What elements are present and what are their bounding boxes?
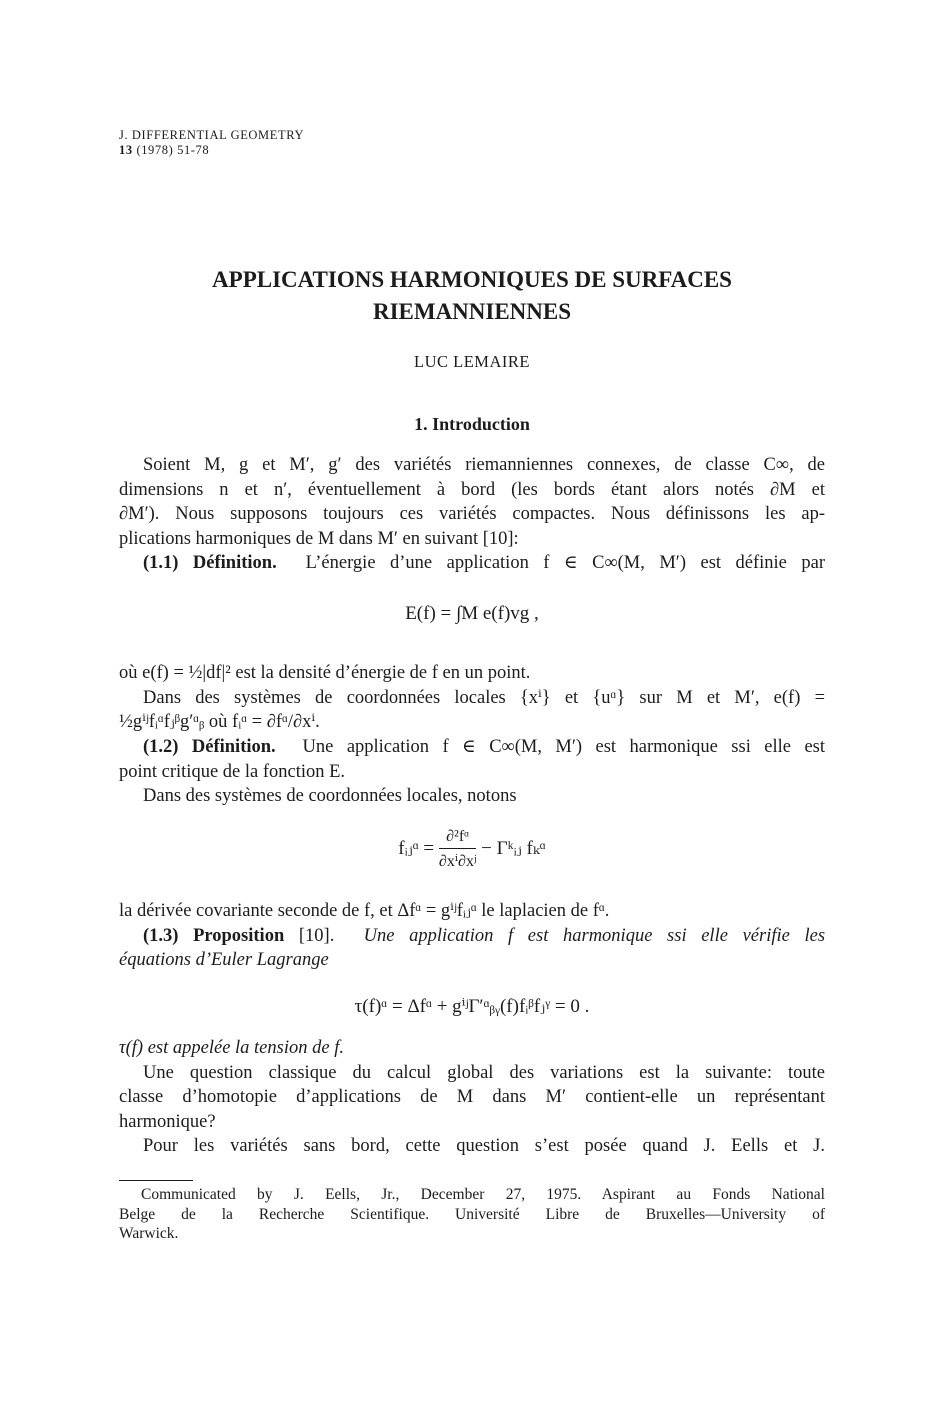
- author: LUC LEMAIRE: [414, 352, 530, 371]
- journal-pages: (1978) 51-78: [136, 143, 210, 157]
- text-line: point critique de la fonction E.: [119, 761, 346, 782]
- definition-text: Une application f ∈ C∞(M, M′) est harmonique ssi elle est: [302, 737, 825, 757]
- fraction-denominator: ∂xⁱ∂xʲ: [438, 853, 477, 870]
- text-line: classe d’homotopie d’applications de M dans M′ contient-elle un représentant: [119, 1087, 825, 1107]
- text-line: Soient M, g et M′, g′ des variétés riemanniennes connexes, de classe C∞, de: [143, 455, 825, 475]
- definition-text: L’énergie d’une application f ∈ C∞(M, M′) est définie par: [305, 553, 825, 573]
- text-line: plications harmoniques de M dans M′ en suivant [10]:: [119, 528, 519, 549]
- footnote: [119, 1185, 825, 1244]
- text-line: harmonique?: [119, 1111, 216, 1132]
- proposition-label: (1.3) Proposition: [143, 925, 285, 946]
- definition-1-2: [119, 735, 825, 809]
- proposition-text-continued: équations d’Euler Lagrange: [119, 950, 329, 970]
- text-line: ∂M′). Nous supposons toujours ces variétés compactes. Nous définissons les ap-: [119, 504, 825, 524]
- fraction: [439, 828, 477, 871]
- footnote-line: Belge de la Recherche Scientifique. Université Libre de Bruxelles—University of: [119, 1205, 825, 1223]
- paragraph-intro: [119, 453, 825, 551]
- paragraph-density: [119, 661, 825, 735]
- paragraph-question: [119, 1036, 825, 1159]
- paper-title-line-2: RIEMANNIENNES: [372, 299, 572, 324]
- paper-title-line-1: APPLICATIONS HARMONIQUES DE SURFACES: [212, 267, 732, 292]
- section-heading: 1. Introduction: [414, 414, 530, 434]
- text-line: la dérivée covariante seconde de f, et Δfᵅ = gⁱʲfᵢⱼᵅ le laplacien de fᵅ.: [119, 901, 610, 921]
- journal-name: J. DIFFERENTIAL GEOMETRY: [119, 128, 305, 142]
- equation-lhs: fᵢⱼᵅ =: [398, 837, 435, 859]
- journal-volume-line: [119, 143, 304, 158]
- equation-energy: E(f) = ∫M e(f)vg ,: [405, 603, 539, 624]
- text-line: ½gⁱʲfᵢᵅfⱼᵝg′ᵅᵦ où fᵢᵅ = ∂fᵅ/∂xⁱ.: [119, 712, 320, 732]
- journal-header: [119, 128, 304, 158]
- equation-rhs: − Γᵏᵢⱼ fₖᵅ: [481, 837, 546, 859]
- text-line: Pour les variétés sans bord, cette question s’est posée quand J. Eells et J.: [143, 1136, 825, 1156]
- journal-volume: 13: [119, 143, 133, 157]
- text-line: où e(f) = ½|df|² est la densité d’énergie de f en un point.: [119, 663, 531, 683]
- definition-label: (1.2) Définition.: [143, 737, 276, 757]
- equation-tension: τ(f)ᵅ = Δfᵅ + gⁱʲΓ′ᵅᵦᵧ(f)fᵢᵝfⱼᵞ = 0 .: [354, 996, 590, 1017]
- text-line: Une question classique du calcul global des variations est la suivante: toute: [143, 1062, 825, 1083]
- text-line: Dans des systèmes de coordonnées locales {xⁱ} et {uᵅ} sur M et M′, e(f) =: [143, 687, 825, 708]
- fraction-numerator: ∂²fᵅ: [439, 828, 477, 849]
- footnote-line: Communicated by J. Eells, Jr., December 27, 1975. Aspirant au Fonds National: [141, 1186, 825, 1203]
- proposition-text: Une application f est harmonique ssi elle vérifie les: [363, 925, 826, 946]
- text-line: Dans des systèmes de coordonnées locales, notons: [143, 786, 517, 806]
- text-line: dimensions n et n′, éventuellement à bord (les bords étant alors notés ∂M et: [119, 479, 825, 500]
- text-line: τ(f) est appelée la tension de f.: [119, 1038, 344, 1058]
- definition-1-1: [119, 551, 825, 576]
- paragraph-laplacian: [119, 899, 825, 973]
- footnote-rule: [119, 1180, 193, 1181]
- footnote-line: Warwick.: [119, 1225, 179, 1242]
- proposition-ref: [10].: [298, 925, 335, 946]
- definition-label: (1.1) Définition.: [143, 553, 277, 573]
- equation-hessian: [0, 828, 944, 871]
